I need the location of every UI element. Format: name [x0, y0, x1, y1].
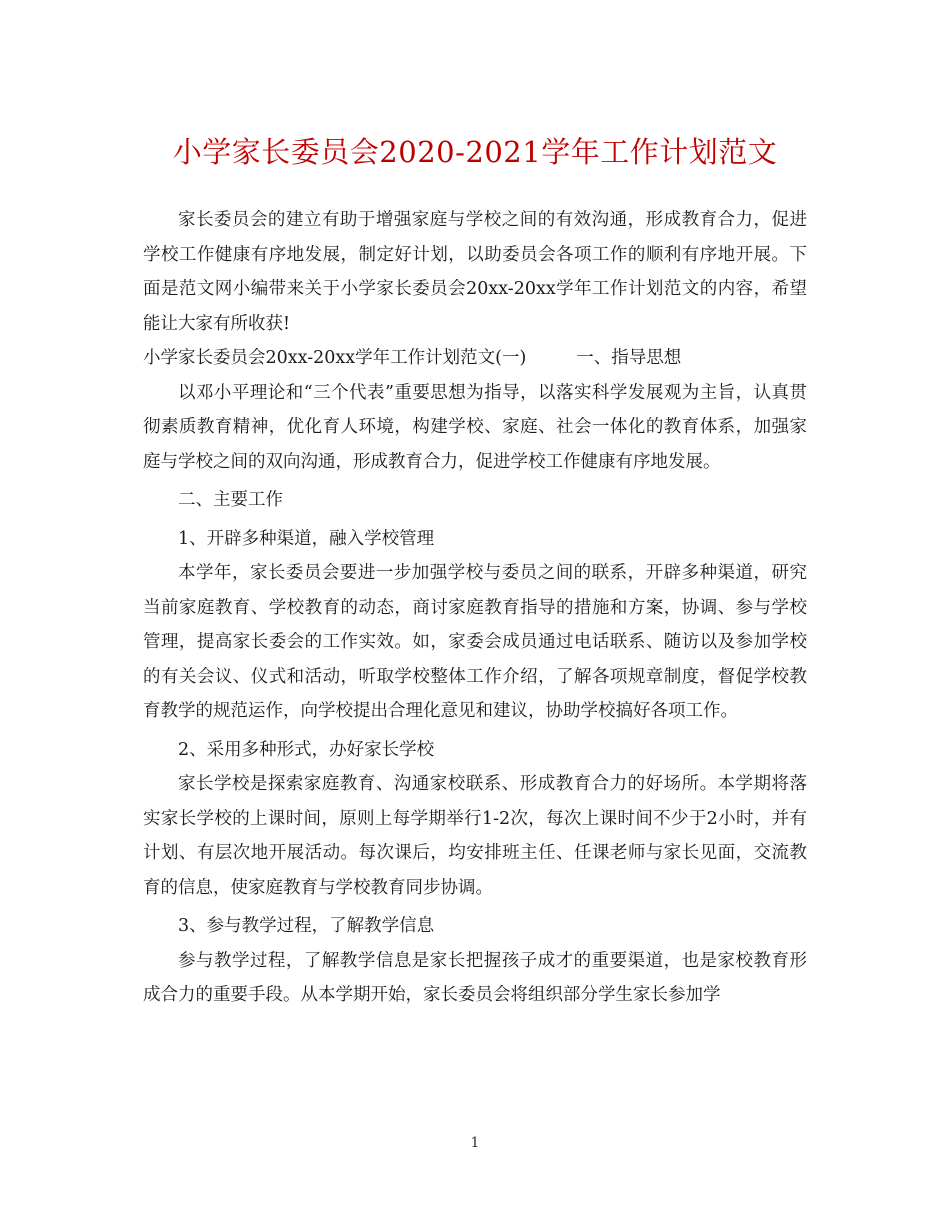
page-number: 1	[470, 1135, 480, 1151]
item-3-heading: 3、参与教学过程，了解教学信息	[178, 916, 435, 936]
section-heading-main-work: 二、主要工作	[178, 490, 283, 510]
item-1-paragraph: 本学年，家长委员会要进一步加强学校与委员之间的联系，开辟多种渠道，研究当前家庭教育、学校教育的动态，商讨家庭教育指导的措施和方案，协调、参与学校管理，提高家长委会的工作实效。如，家委会成员通过电话联系、随访以及参加学校的有关会议、仪式和活动，听取学校整体工作介绍，了解各项规章制度，督促学校教育教学的规范运作，向学校提出合理化意见和建议，协助学校搞好各项工作。	[143, 563, 807, 721]
section-heading-guiding-ideology: 一、指导思想	[576, 348, 682, 368]
section-title: 小学家长委员会20xx-20xx学年工作计划范文(一)	[143, 348, 527, 368]
item-2-paragraph: 家长学校是探索家庭教育、沟通家校联系、形成教育合力的好场所。本学期将落实家长学校的上课时间，原则上每学期举行1-2次，每次上课时间不少于2小时，并有计划、有层次地开展活动。每次课后，均安排班主任、任课老师与家长见面，交流教育的信息，使家庭教育与学校教育同步协调。	[143, 774, 807, 898]
document-title: 小学家长委员会2020-2021学年工作计划范文	[172, 135, 778, 169]
section-title-line	[143, 341, 807, 376]
guiding-ideology-paragraph: 以邓小平理论和“三个代表”重要思想为指导，以落实科学发展观为主旨，认真贯彻素质教育精神，优化育人环境，构建学校、家庭、社会一体化的教育体系，加强家庭与学校之间的双向沟通，形成教育合力，促进学校工作健康有序地发展。	[143, 382, 807, 472]
item-1-heading: 1、开辟多种渠道，融入学校管理	[178, 528, 435, 549]
document-body	[143, 203, 807, 1013]
intro-paragraph: 家长委员会的建立有助于增强家庭与学校之间的有效沟通，形成教育合力，促进学校工作健康有序地发展，制定好计划，以助委员会各项工作的顺利有序地开展。下面是范文网小编带来关于小学家长委员会20xx-20xx学年工作计划范文的内容，希望能让大家有所收获!	[143, 210, 807, 334]
item-2-heading: 2、采用多种形式，办好家长学校	[178, 739, 435, 760]
item-3-paragraph: 参与教学过程，了解教学信息是家长把握孩子成才的重要渠道，也是家校教育形成合力的重要手段。从本学期开始，家长委员会将组织部分学生家长参加学	[143, 950, 807, 1005]
